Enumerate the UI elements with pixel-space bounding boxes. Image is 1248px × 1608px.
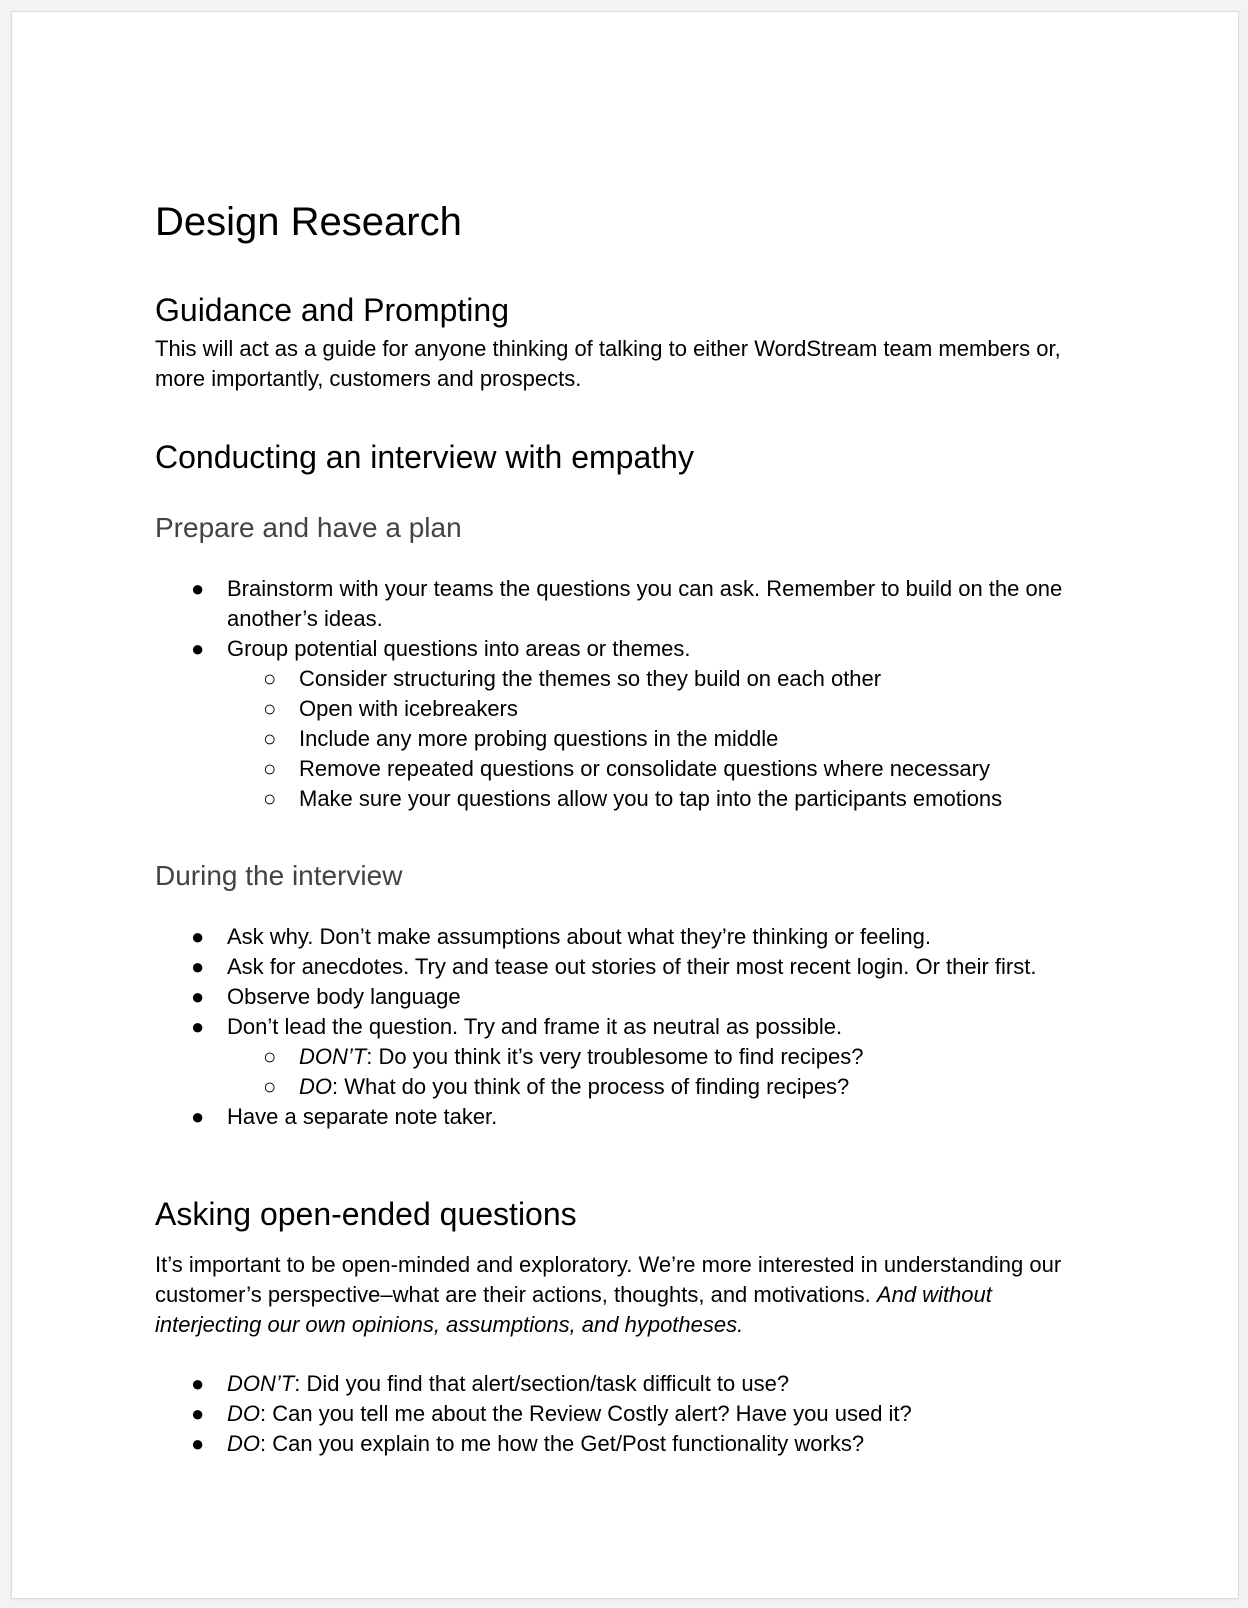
bullet-icon: ● xyxy=(191,984,205,1009)
list-subitem xyxy=(155,784,1095,814)
list-item-text: : What do you think of the process of finding recipes? xyxy=(332,1074,850,1099)
document-title: Design Research xyxy=(155,200,462,244)
list-item xyxy=(155,1399,1095,1429)
bullet-icon: ● xyxy=(191,636,205,661)
circle-bullet-icon: ○ xyxy=(263,756,277,781)
list-during xyxy=(155,922,1095,1132)
list-item xyxy=(155,1369,1095,1399)
list-item-text: Ask why. Don’t make assumptions about what they’re thinking or feeling. xyxy=(227,924,931,949)
bullet-icon: ● xyxy=(191,1371,205,1396)
heading-prepare: Prepare and have a plan xyxy=(155,512,462,543)
list-item xyxy=(155,1102,1095,1132)
circle-bullet-icon: ○ xyxy=(263,1074,277,1099)
circle-bullet-icon: ○ xyxy=(263,1044,277,1069)
list-item-text: Make sure your questions allow you to tap into the participants emotions xyxy=(299,786,1003,811)
bullet-icon: ● xyxy=(191,1104,205,1129)
list-open-ended xyxy=(155,1369,1095,1459)
circle-bullet-icon: ○ xyxy=(263,786,277,811)
list-item-text: Observe body language xyxy=(227,984,461,1009)
heading-empathy: Conducting an interview with empathy xyxy=(155,439,694,475)
list-item-text: Remove repeated questions or consolidate questions where necessary xyxy=(299,756,990,781)
example-label: DO xyxy=(227,1401,260,1426)
list-item-text: Ask for anecdotes. Try and tease out stories of their most recent login. Or their first. xyxy=(227,954,1037,979)
example-label: DON’T xyxy=(227,1371,295,1396)
list-item xyxy=(155,922,1095,952)
list-item-text: Consider structuring the themes so they build on each other xyxy=(299,666,882,691)
list-item xyxy=(155,634,1095,664)
list-item xyxy=(155,1429,1095,1459)
bullet-icon: ● xyxy=(191,954,205,979)
paragraph-italic-text: And without interjecting our own opinions, assumptions, and hypotheses. xyxy=(155,1282,992,1337)
list-subitem xyxy=(155,754,1095,784)
list-subitem xyxy=(155,694,1095,724)
list-item-text: : Can you tell me about the Review Costly alert? Have you used it? xyxy=(260,1401,912,1426)
list-item-text: Brainstorm with your teams the questions you can ask. Remember to build on the one another’s ideas. xyxy=(227,576,1063,631)
list-item-text: : Can you explain to me how the Get/Post functionality works? xyxy=(260,1431,865,1456)
list-subitem xyxy=(155,1042,1095,1072)
circle-bullet-icon: ○ xyxy=(263,666,277,691)
bullet-icon: ● xyxy=(191,1431,205,1456)
example-label: DO xyxy=(299,1074,332,1099)
example-label: DO xyxy=(227,1431,260,1456)
paragraph-guidance: This will act as a guide for anyone thinking of talking to either WordStream team members or, more importantly, customers and prospects. xyxy=(155,336,1061,391)
list-item-text: : Did you find that alert/section/task difficult to use? xyxy=(294,1371,790,1396)
bullet-icon: ● xyxy=(191,1014,205,1039)
list-item xyxy=(155,982,1095,1012)
circle-bullet-icon: ○ xyxy=(263,726,277,751)
example-label: DON’T xyxy=(299,1044,367,1069)
list-subitem xyxy=(155,1072,1095,1102)
list-item xyxy=(155,574,1095,634)
list-item-text: : Do you think it’s very troublesome to find recipes? xyxy=(366,1044,864,1069)
bullet-icon: ● xyxy=(191,576,205,601)
list-item-text: Have a separate note taker. xyxy=(227,1104,498,1129)
heading-open-ended: Asking open-ended questions xyxy=(155,1196,577,1232)
list-item-text: Include any more probing questions in the middle xyxy=(299,726,779,751)
list-subitem xyxy=(155,664,1095,694)
list-subitem xyxy=(155,724,1095,754)
list-item xyxy=(155,952,1095,982)
list-item xyxy=(155,1012,1095,1042)
paragraph-open-ended xyxy=(155,1250,1075,1340)
document-page xyxy=(12,12,1238,1598)
heading-during: During the interview xyxy=(155,860,403,891)
list-item-text: Open with icebreakers xyxy=(299,696,518,721)
bullet-icon: ● xyxy=(191,1401,205,1426)
paragraph-text: It’s important to be open-minded and exploratory. We’re more interested in understanding our customer’s perspective–what are their actions, thoughts, and motivations. xyxy=(155,1252,1062,1307)
list-item-text: Don’t lead the question. Try and frame it as neutral as possible. xyxy=(227,1014,843,1039)
heading-guidance: Guidance and Prompting xyxy=(155,292,509,328)
list-item-text: Group potential questions into areas or themes. xyxy=(227,636,691,661)
circle-bullet-icon: ○ xyxy=(263,696,277,721)
list-prepare xyxy=(155,574,1095,814)
bullet-icon: ● xyxy=(191,924,205,949)
